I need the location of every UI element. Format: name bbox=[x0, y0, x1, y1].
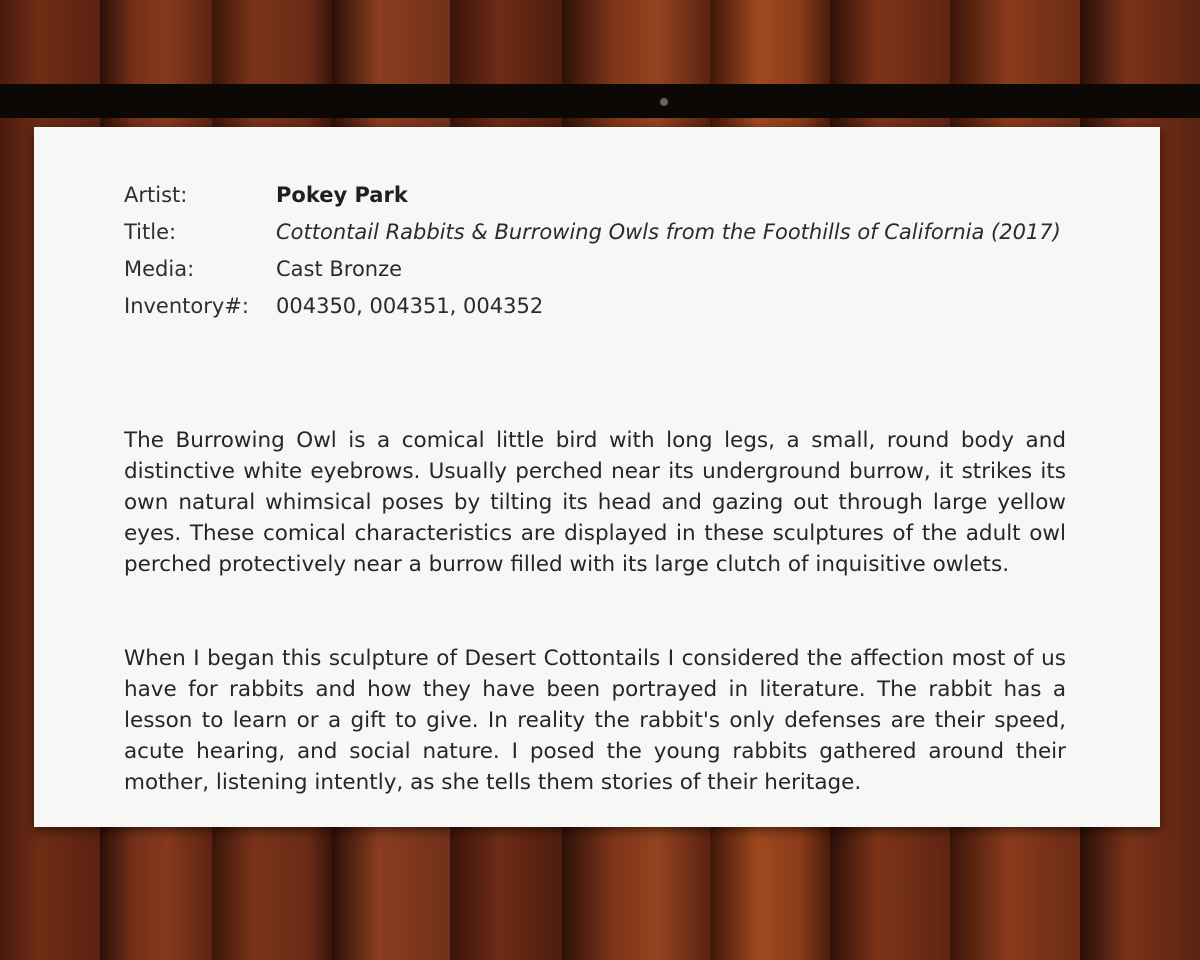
screw-hole bbox=[660, 98, 668, 106]
artwork-placard bbox=[34, 127, 1160, 827]
inventory-label: Inventory#: bbox=[124, 294, 249, 318]
mounting-rail bbox=[0, 84, 1200, 118]
artwork-title: Cottontail Rabbits & Burrowing Owls from the Foothills of California (2017) bbox=[276, 220, 1061, 244]
title-label: Title: bbox=[124, 220, 177, 244]
artwork-info bbox=[124, 177, 1084, 325]
artist-label: Artist: bbox=[124, 183, 188, 207]
rabbit-description-paragraph: When I began this sculpture of Desert Cottontails I considered the affection most of us have for rabbits and how they have been portrayed in literature. The rabbit has a lesson to learn or a gift to give. In reality the rabbit's only defenses are their speed, acute hearing, and social nature. I posed the young rabbits gathered around their mother, listening intently, as she tells them stories of their heritage. bbox=[124, 646, 1066, 795]
media-label: Media: bbox=[124, 257, 195, 281]
artist-name: Pokey Park bbox=[276, 183, 408, 207]
owl-description-paragraph: The Burrowing Owl is a comical little bird with long legs, a small, round body and distinctive white eyebrows. Usually perched near its underground burrow, it strikes its own natural whimsical poses by tilting its head and gazing out through large yellow eyes. These comical characteristics are displayed in these sculptures of the adult owl perched protectively near a burrow filled with its large clutch of inquisitive owlets. bbox=[124, 428, 1066, 577]
media-value: Cast Bronze bbox=[276, 257, 403, 281]
inventory-numbers: 004350, 004351, 004352 bbox=[276, 294, 544, 318]
